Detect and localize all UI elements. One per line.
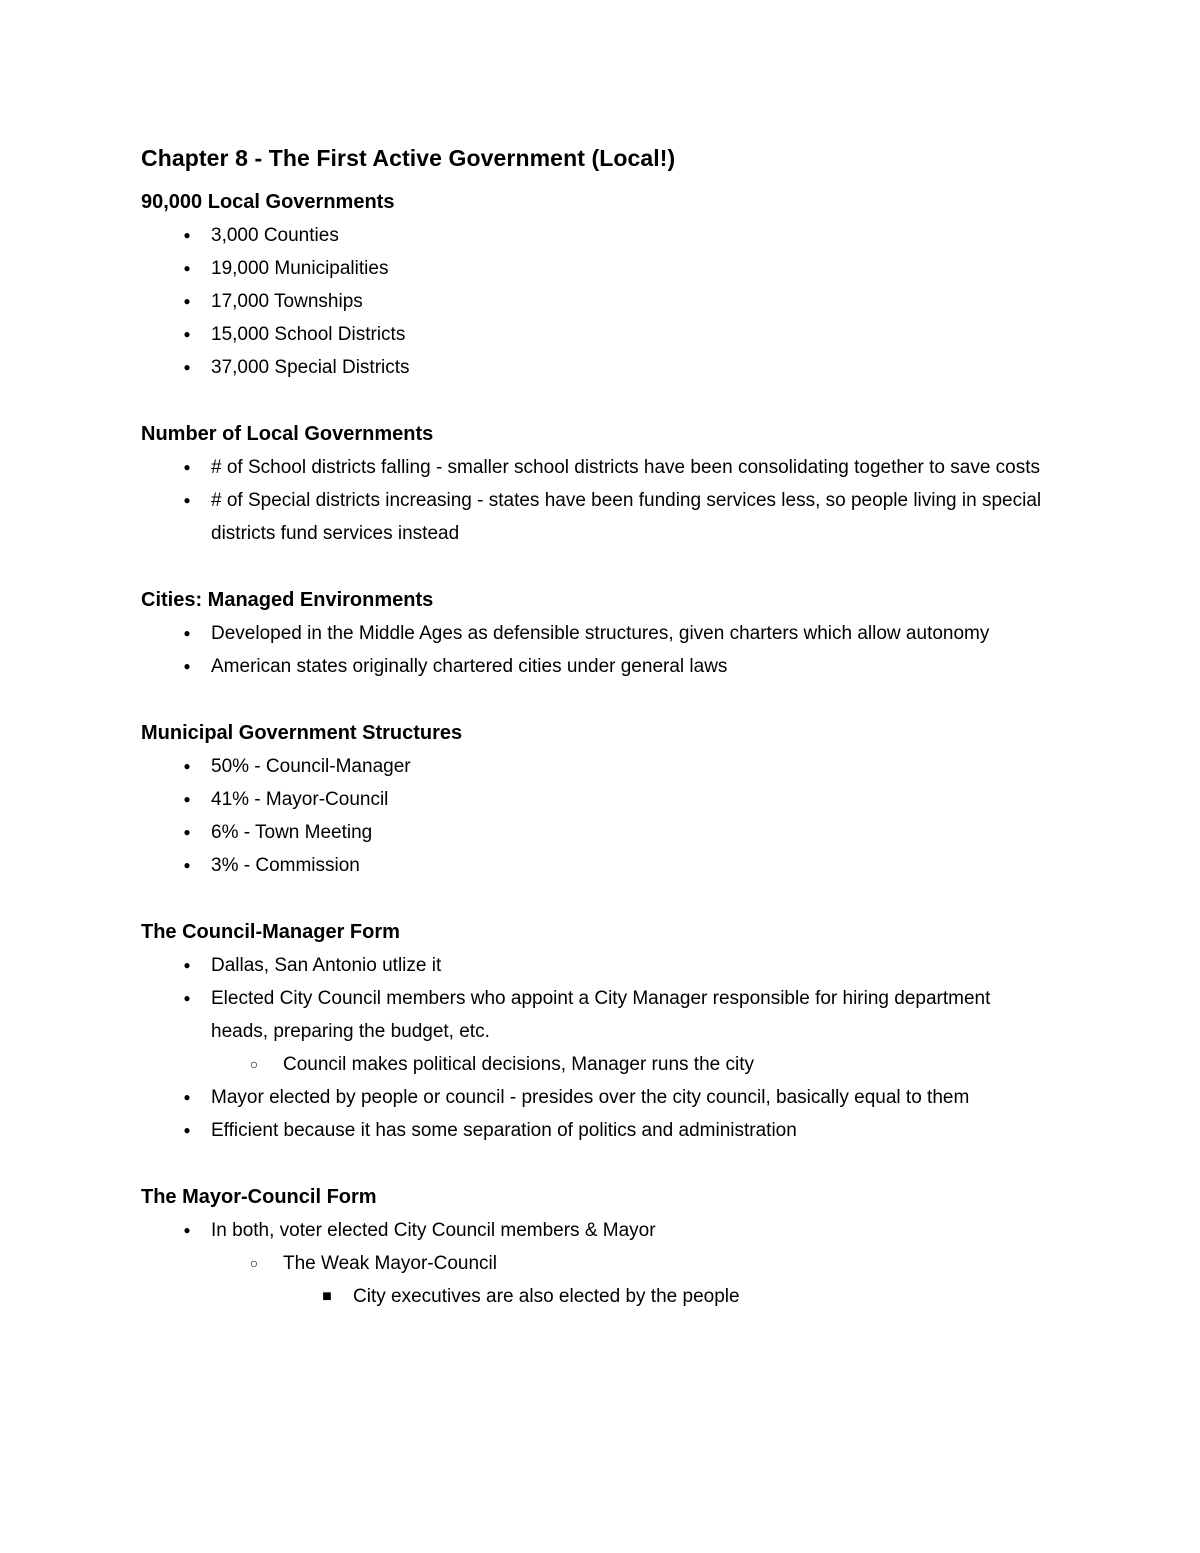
filled-circle-bullet-icon: ● [183,858,191,872]
list-item-text: Dallas, San Antonio utlize it [211,955,442,976]
section-heading: The Mayor-Council Form [141,1186,377,1208]
filled-circle-bullet-icon: ● [183,825,191,839]
list-item-text: Elected City Council members who appoint a City Manager responsible for hiring department heads, preparing the budget, etc. [211,988,991,1042]
list-item-text: 37,000 Special Districts [211,357,410,378]
section-heading: Municipal Government Structures [141,722,463,744]
list-item-text: 17,000 Townships [211,291,363,312]
list-item [141,617,1050,650]
list-item [141,849,1050,882]
list-item [141,318,1050,351]
list-item [141,816,1050,849]
list-item-text: 41% - Mayor-Council [211,789,389,810]
section-number-of-local-governments [141,418,1050,550]
filled-circle-bullet-icon: ● [183,792,191,806]
list-item [141,783,1050,816]
list-item-text: Developed in the Middle Ages as defensible structures, given charters which allow autonomy [211,623,990,644]
filled-circle-bullet-icon: ● [183,493,191,507]
hollow-circle-bullet-icon: ○ [249,1056,259,1072]
section-heading: 90,000 Local Governments [141,191,395,213]
filled-circle-bullet-icon: ● [183,1223,191,1237]
list-item-text: In both, voter elected City Council members & Mayor [211,1220,656,1241]
list-item-text: 15,000 School Districts [211,324,406,345]
list-item [141,982,1050,1048]
list-item-text: 6% - Town Meeting [211,822,373,843]
list-item [141,1280,1050,1313]
section-heading: The Council-Manager Form [141,921,400,943]
filled-circle-bullet-icon: ● [183,958,191,972]
list-item-text: The Weak Mayor-Council [283,1253,498,1274]
filled-circle-bullet-icon: ● [183,1123,191,1137]
list-item [141,1081,1050,1114]
list-item [141,1048,1050,1081]
document-title: Chapter 8 - The First Active Government (Local!) [141,145,676,171]
list-item [141,484,1050,550]
list-item-text: American states originally chartered cities under general laws [211,656,728,677]
filled-circle-bullet-icon: ● [183,460,191,474]
section-90000-local-governments [141,186,1050,384]
list-item [141,949,1050,982]
list-item-text: # of Special districts increasing - states have been funding services less, so people living in special districts fund services instead [211,490,1042,544]
filled-circle-bullet-icon: ● [183,294,191,308]
bullet-list [141,750,1050,882]
filled-circle-bullet-icon: ● [183,759,191,773]
list-item-text: # of School districts falling - smaller school districts have been consolidating together to save costs [211,457,1041,478]
list-item [141,750,1050,783]
bullet-list [141,949,1050,1147]
bullet-list [141,1214,1050,1313]
list-item [141,219,1050,252]
filled-circle-bullet-icon: ● [183,1090,191,1104]
filled-circle-bullet-icon: ● [183,991,191,1005]
filled-circle-bullet-icon: ● [183,261,191,275]
list-item-text: 3,000 Counties [211,225,339,246]
section-mayor-council-form [141,1181,1050,1313]
section-heading: Cities: Managed Environments [141,589,434,611]
filled-circle-bullet-icon: ● [183,327,191,341]
list-item [141,252,1050,285]
list-item [141,285,1050,318]
list-item [141,451,1050,484]
section-cities-managed-environments [141,584,1050,683]
list-item-text: Efficient because it has some separation of politics and administration [211,1120,797,1141]
filled-square-bullet-icon: ■ [322,1288,332,1305]
filled-circle-bullet-icon: ● [183,228,191,242]
list-item-text: 19,000 Municipalities [211,258,389,279]
list-item-text: 3% - Commission [211,855,360,876]
list-item-text: Mayor elected by people or council - presides over the city council, basically equal to them [211,1087,970,1108]
filled-circle-bullet-icon: ● [183,626,191,640]
bullet-list [141,219,1050,384]
filled-circle-bullet-icon: ● [183,659,191,673]
section-heading: Number of Local Governments [141,423,434,445]
section-municipal-government-structures [141,717,1050,882]
list-item [141,1247,1050,1280]
bullet-list [141,451,1050,550]
section-council-manager-form [141,916,1050,1147]
list-item [141,1214,1050,1247]
list-item-text: 50% - Council-Manager [211,756,411,777]
list-item [141,650,1050,683]
hollow-circle-bullet-icon: ○ [249,1255,259,1271]
filled-circle-bullet-icon: ● [183,360,191,374]
bullet-list [141,617,1050,683]
list-item [141,1114,1050,1147]
list-item-text: City executives are also elected by the people [353,1286,740,1307]
list-item [141,351,1050,384]
list-item-text: Council makes political decisions, Manager runs the city [283,1054,754,1075]
